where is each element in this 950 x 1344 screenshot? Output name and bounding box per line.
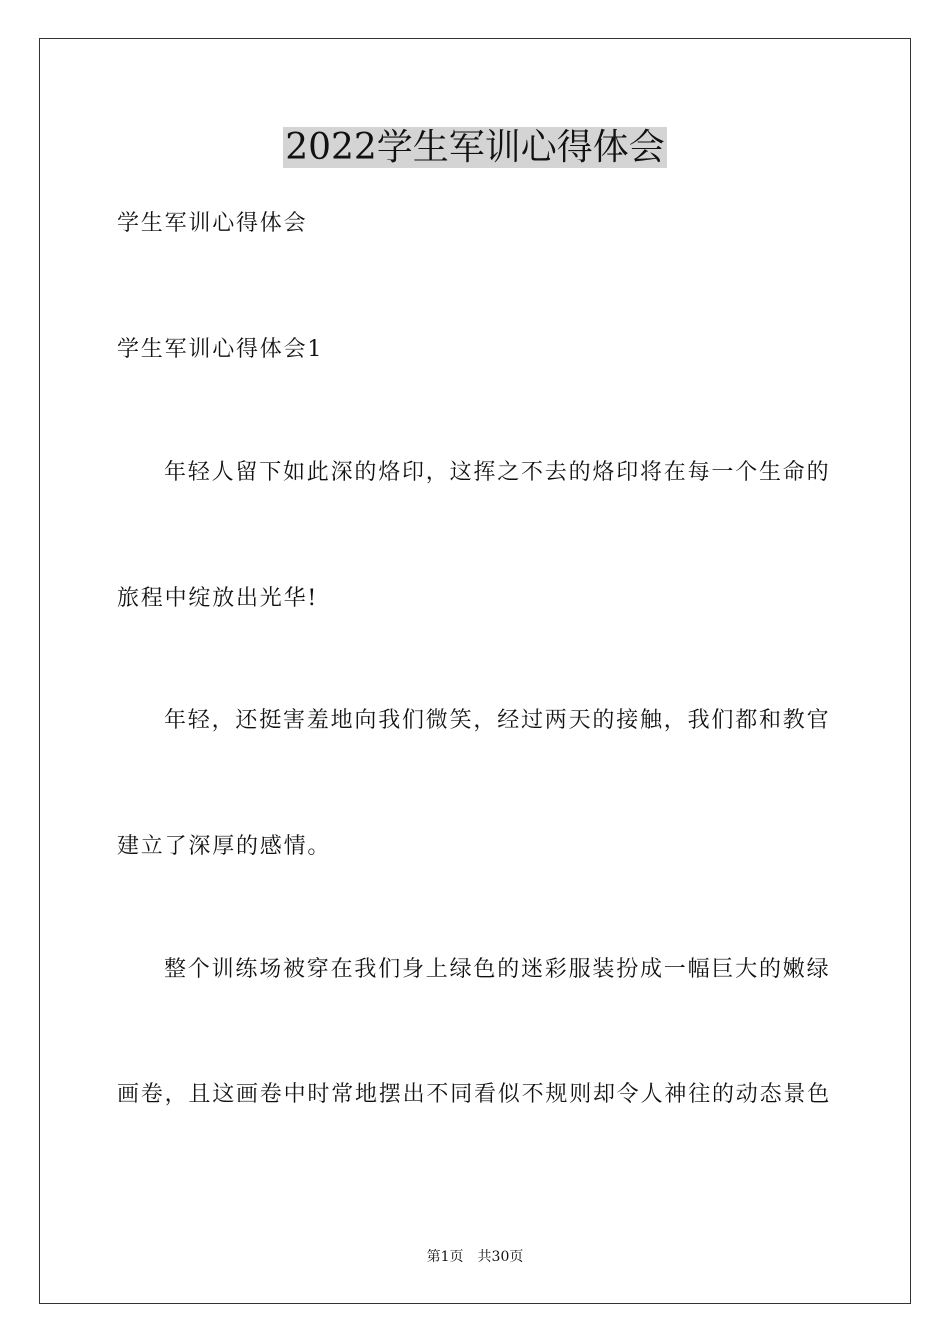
paragraph-line: 画卷，且这画卷中时常地摆出不同看似不规则却令人神往的动态景色 <box>117 1082 832 1107</box>
paragraph-line: 旅程中绽放出光华! <box>117 586 319 611</box>
subsection-heading: 学生军训心得体会1 <box>117 337 324 362</box>
paragraph-line: 年轻，还挺害羞地向我们微笑，经过两天的接触，我们都和教官 <box>164 708 831 733</box>
paragraph-line: 年轻人留下如此深的烙印，这挥之不去的烙印将在每一个生命的 <box>164 460 831 485</box>
page-footer <box>0 1248 950 1266</box>
page-total: 共30页 <box>477 1249 524 1265</box>
paragraph-line: 建立了深厚的感情。 <box>117 834 332 859</box>
page-number: 第1页 <box>426 1249 464 1265</box>
document-title <box>0 126 950 170</box>
paragraph-line: 整个训练场被穿在我们身上绿色的迷彩服装扮成一幅巨大的嫩绿 <box>164 957 831 982</box>
section-heading: 学生军训心得体会 <box>117 211 308 236</box>
document-title-text: 2022学生军训心得体会 <box>285 127 665 168</box>
